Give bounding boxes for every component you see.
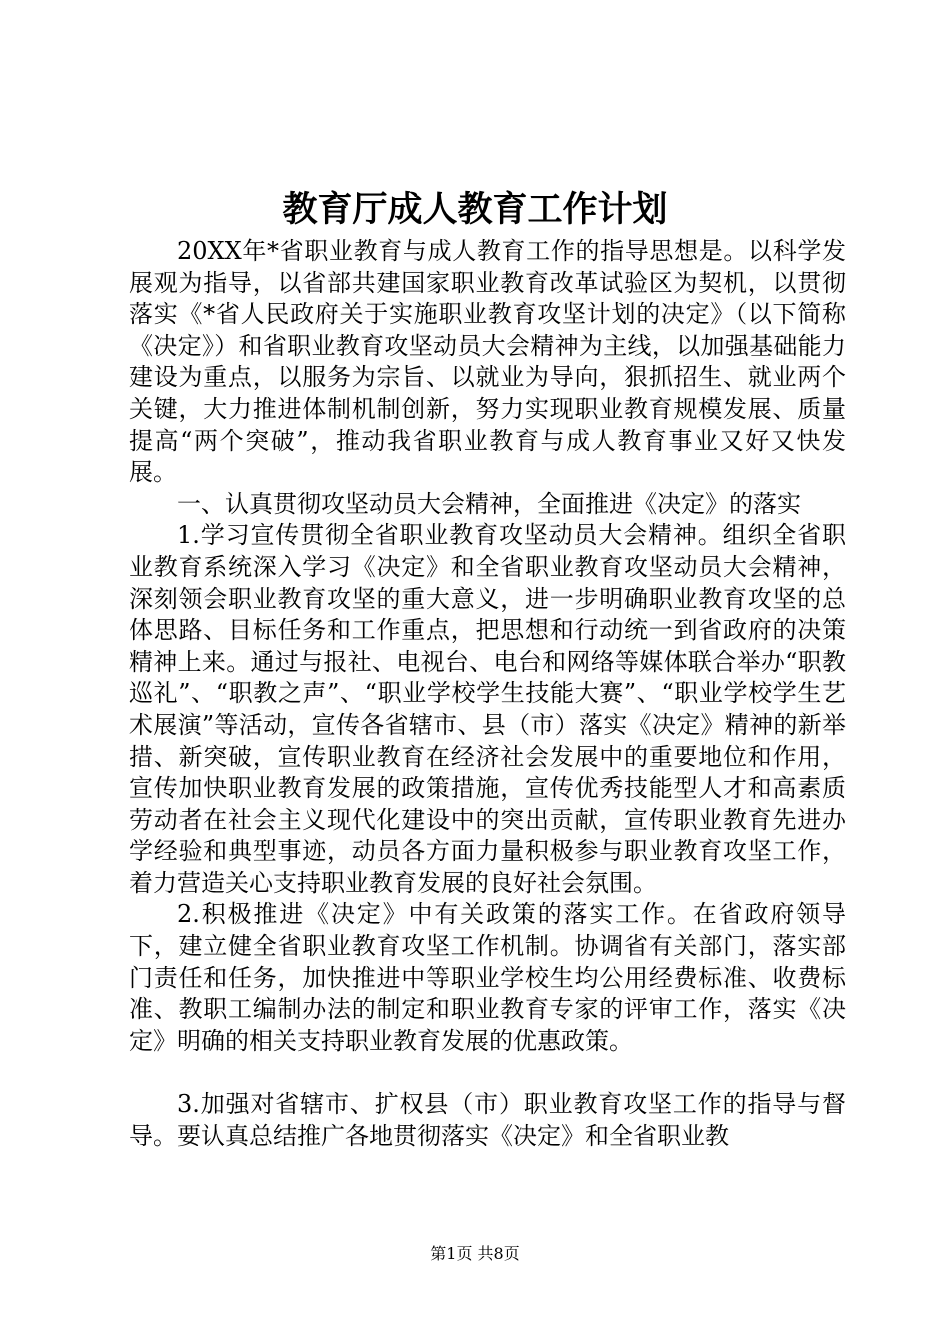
document-title: 教育厅成人教育工作计划 xyxy=(282,189,668,230)
page-number-footer: 第1页 共8页 xyxy=(430,1244,520,1263)
paragraph-guiding-ideology: 20XX年*省职业教育与成人教育工作的指导思想是。以科学发展观为指导，以省部共建国家职业教育改革试验区为契机，以贯彻落实《*省人民政府关于实施职业教育攻坚计划的决定》（以下简称《决定》）和省职业教育攻坚动员大会精神为主线，以加强基础能力建设为重点，以服务为宗旨、以就业为导向，狠抓招生、就业两个关键，大力推进体制机制创新，努力实现职业教育规模发展、质量提高“两个突破”，推动我省职业教育与成人教育事业又好又快发展。 xyxy=(129,237,846,487)
section-heading-1: 一、认真贯彻攻坚动员大会精神，全面推进《决定》的落实 xyxy=(177,489,801,518)
document-body xyxy=(129,236,846,1153)
paragraph-spacer xyxy=(129,1057,846,1089)
paragraph-item-2: 2.积极推进《决定》中有关政策的落实工作。在省政府领导下，建立健全省职业教育攻坚工作机制。协调省有关部门，落实部门责任和任务，加快推进中等职业学校生均公用经费标准、收费标准、教职工编制办法的制定和职业教育专家的评审工作，落实《决定》明确的相关支持职业教育发展的优惠政策。 xyxy=(129,900,846,1055)
paragraph-item-1: 1.学习宣传贯彻全省职业教育攻坚动员大会精神。组织全省职业教育系统深入学习《决定》和全省职业教育攻坚动员大会精神，深刻领会职业教育攻坚的重大意义，进一步明确职业教育攻坚的总体思路、目标任务和工作重点，把思想和行动统一到省政府的决策精神上来。通过与报社、电视台、电台和网络等媒体联合举办“职教巡礼”、“职教之声”、“职业学校学生技能大赛”、“职业学校学生艺术展演”等活动，宣传各省辖市、县（市）落实《决定》精神的新举措、新突破，宣传职业教育在经济社会发展中的重要地位和作用，宣传加快职业教育发展的政策措施，宣传优秀技能型人才和高素质劳动者在社会主义现代化建设中的突出贡献，宣传职业教育先进办学经验和典型事迹，动员各方面力量积极参与职业教育攻坚工作，着力营造关心支持职业教育发展的良好社会氛围。 xyxy=(129,521,846,897)
paragraph-item-3: 3.加强对省辖市、扩权县（市）职业教育攻坚工作的指导与督导。要认真总结推广各地贯彻落实《决定》和全省职业教 xyxy=(129,1090,846,1151)
